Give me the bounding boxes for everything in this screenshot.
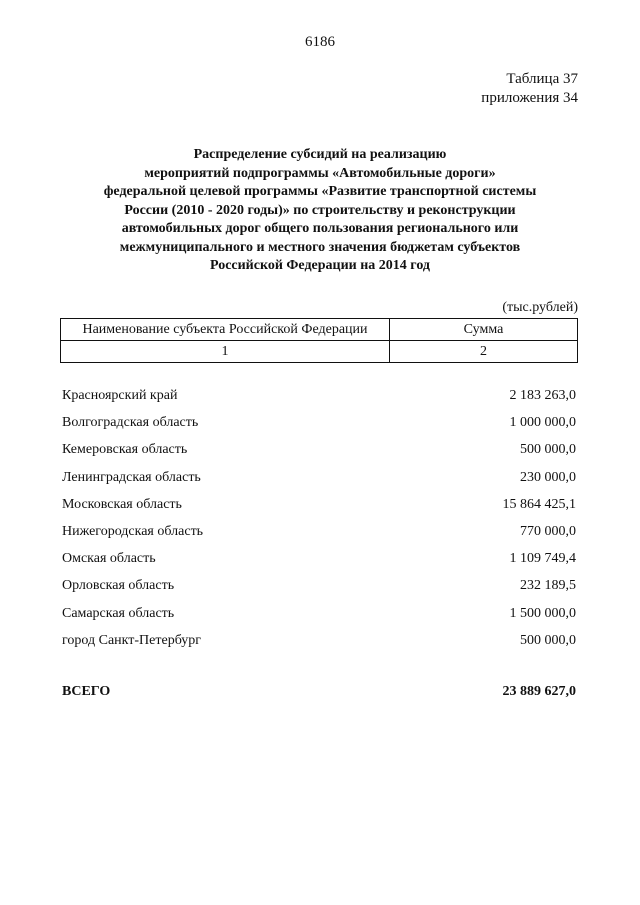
data-rows (62, 386, 576, 658)
row-amount: 2 183 263,0 (509, 388, 576, 403)
table-row (62, 386, 576, 413)
row-name: Красноярский край (62, 388, 178, 403)
row-name: город Санкт-Петербург (62, 632, 202, 648)
table-row (62, 468, 576, 495)
header-number-row (61, 341, 578, 363)
row-amount: 15 864 425,1 (502, 496, 576, 512)
row-name: Ленинградская область (62, 469, 201, 485)
row-name: Нижегородская область (62, 523, 204, 539)
table-row (62, 604, 576, 631)
title-line: межмуниципального и местного значения бюджетам субъектов (119, 239, 521, 255)
header-num-2: 2 (390, 341, 578, 363)
header-col-name: Наименование субъекта Российской Федерации (61, 319, 390, 341)
table-ref-line1: Таблица 37 (506, 71, 578, 87)
row-amount: 500 000,0 (520, 632, 576, 648)
header-num-1: 1 (61, 341, 390, 363)
table-ref-line2: приложения 34 (481, 90, 578, 106)
table-row (62, 522, 576, 549)
title-line: Распределение субсидий на реализацию (193, 147, 447, 162)
title-line: федеральной целевой программы «Развитие транспортной системы (103, 184, 537, 199)
table-row (62, 440, 576, 467)
row-amount: 232 189,5 (520, 578, 576, 594)
unit-label: (тыс.рублей) (502, 300, 578, 315)
header-table (60, 318, 578, 363)
total-row (62, 684, 576, 700)
row-amount: 1 109 749,4 (509, 551, 576, 567)
table-row (62, 495, 576, 522)
row-name: Волгоградская область (62, 415, 199, 431)
row-name: Кемеровская область (62, 442, 188, 458)
title-line: России (2010 - 2020 годы)» по строительству и реконструкции (124, 202, 516, 218)
row-name: Орловская область (62, 578, 175, 594)
table-row (62, 576, 576, 603)
header-row (61, 319, 578, 341)
table-row (62, 413, 576, 440)
title-line: Российской Федерации на 2014 год (209, 258, 430, 273)
table-row (62, 631, 576, 658)
row-amount: 1 500 000,0 (509, 605, 576, 621)
row-amount: 230 000,0 (520, 469, 576, 485)
title-line: автомобильных дорог общего пользования регионального или (121, 221, 519, 236)
row-amount: 500 000,0 (520, 442, 576, 458)
total-label: ВСЕГО (62, 684, 111, 699)
table-reference (481, 70, 578, 108)
table-row (62, 549, 576, 576)
row-amount: 1 000 000,0 (509, 415, 576, 431)
title-line: мероприятий подпрограммы «Автомобильные дороги» (144, 165, 496, 181)
document-title (60, 146, 580, 276)
row-amount: 770 000,0 (520, 523, 576, 539)
row-name: Самарская область (62, 605, 175, 621)
row-name: Омская область (62, 551, 156, 567)
header-col-amount: Сумма (390, 319, 578, 341)
row-name: Московская область (62, 496, 182, 512)
page-number: 6186 (305, 34, 335, 50)
total-amount: 23 889 627,0 (502, 684, 576, 699)
